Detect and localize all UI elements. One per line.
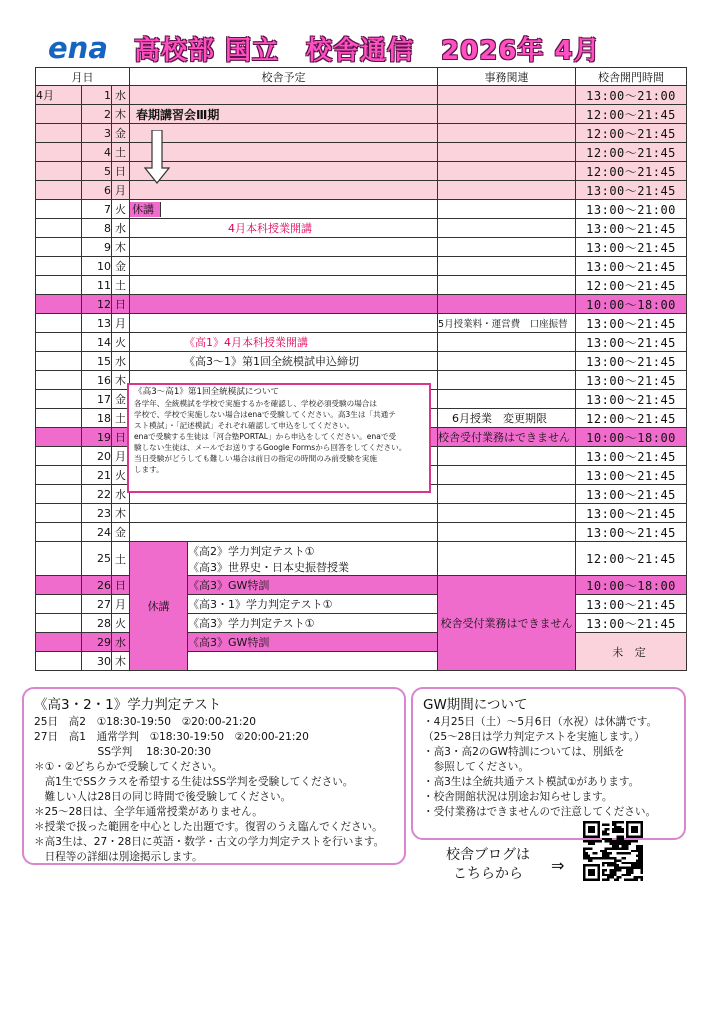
day-number: 30 [82,652,112,671]
table-row [36,542,687,576]
day-number: 24 [82,523,112,542]
schedule-cell [130,181,438,200]
weekday: 金 [112,257,130,276]
table-row [36,219,687,238]
weekday: 木 [112,105,130,124]
schedule-cell [130,333,438,352]
month-cell [36,371,82,390]
jimu-cell [438,295,576,314]
page-title: 高校部 国立 校舎通信 2026年 4月 [134,36,601,66]
opening-hours: 13:00～21:45 [576,333,687,352]
notice-line: 当日受験がどうしても難しい場合は前日の指定の時間のみ前受験を実施 [134,454,377,463]
qr-code-icon[interactable] [583,821,643,881]
test-info-title: 《高3・2・1》学力判定テスト [34,697,222,713]
day-number: 25 [82,542,112,576]
logo-text: ena [48,33,108,63]
schedule-cell [130,238,438,257]
schedule-cell [188,542,438,576]
notice-title: 《高3～高1》第1回全統模試について [134,387,280,397]
schedule-text: 《高3》GW特訓 [188,636,270,649]
gw-info-box [411,687,686,840]
weekday: 月 [112,447,130,466]
notice-line: 験しない生徒は、メールでお送りするGoogle Formsから回答をしてください。 [134,443,407,452]
table-row [36,314,687,333]
jimu-cell [438,523,576,542]
test-info-box [22,687,406,865]
opening-hours: 13:00～21:45 [576,181,687,200]
blog-line-1: 校舎ブログは [446,847,530,863]
table-row [36,143,687,162]
ena-logo [46,33,122,63]
test-info-line: 難しい人は28日の同じ時間で後受験してください。 [34,791,292,803]
weekday: 土 [112,143,130,162]
month-cell [36,428,82,447]
table-row [36,86,687,105]
opening-hours: 10:00～18:00 [576,428,687,447]
day-number: 6 [82,181,112,200]
table-row [36,523,687,542]
jimu-cell [438,257,576,276]
month-cell [36,614,82,633]
schedule-cell [130,352,438,371]
schedule-cell [188,595,438,614]
month-cell [36,162,82,181]
day-number: 9 [82,238,112,257]
day-number: 20 [82,447,112,466]
jimu-cell [438,352,576,371]
weekday: 月 [112,314,130,333]
opening-hours: 13:00～21:45 [576,238,687,257]
day-number: 21 [82,466,112,485]
month-cell [36,314,82,333]
header-schedule: 校舎予定 [130,68,438,86]
month-cell [36,333,82,352]
opening-hours: 13:00～21:45 [576,466,687,485]
test-info-line: ＊25～28日は、全学年通常授業がありません。 [34,806,263,818]
month-cell [36,409,82,428]
weekday: 火 [112,466,130,485]
weekday: 金 [112,523,130,542]
opening-hours: 13:00～21:45 [576,614,687,633]
opening-hours: 13:00～21:00 [576,200,687,219]
month-cell [36,447,82,466]
day-number: 28 [82,614,112,633]
weekday: 水 [112,86,130,105]
month-cell [36,542,82,576]
jimu-cell [438,447,576,466]
jimu-cell [438,200,576,219]
month-cell [36,504,82,523]
opening-hours: 13:00～21:45 [576,371,687,390]
weekday: 月 [112,181,130,200]
weekday: 日 [112,295,130,314]
jimu-cell [438,504,576,523]
blog-line-2: こちらから [453,866,523,882]
month-cell [36,390,82,409]
notice-line: 各学年、全統模試を学校で実施するかを確認し、学校必須受験の場合は [134,399,377,408]
day-number: 4 [82,143,112,162]
day-number: 12 [82,295,112,314]
opening-hours: 12:00～21:45 [576,143,687,162]
weekday: 水 [112,485,130,504]
schedule-text: 《高3～1》第1回全統模試申込締切 [184,355,360,368]
gw-info-line: ・4月25日（土）～5月6日（水祝）は休講です。 [423,716,658,728]
weekday: 火 [112,333,130,352]
weekday: 金 [112,390,130,409]
opening-hours: 12:00～21:45 [576,105,687,124]
gw-jimu-cell: 校舎受付業務はできません [438,576,576,671]
weekday: 水 [112,352,130,371]
schedule-cell [130,314,438,333]
weekday: 火 [112,614,130,633]
opening-hours: 12:00～21:45 [576,276,687,295]
opening-hours: 12:00～21:45 [576,162,687,181]
weekday: 木 [112,238,130,257]
month-cell [36,200,82,219]
table-row [36,352,687,371]
table-row [36,162,687,181]
table-body [36,86,687,671]
table-row [36,200,687,219]
month-cell [36,652,82,671]
test-info-line: 25日 高2 ①18:30-19:50 ②20:00-21:20 [34,716,256,728]
weekday: 火 [112,200,130,219]
test-info-line: 27日 高1 通常学判 ①18:30-19:50 ②20:00-21:20 [34,731,309,743]
opening-hours: 13:00～21:45 [576,257,687,276]
month-cell [36,124,82,143]
weekday: 日 [112,428,130,447]
down-arrow-icon [144,130,170,184]
weekday: 月 [112,595,130,614]
gw-info-line: ・高3生は全統共通テスト模試①があります。 [423,776,640,788]
schedule-text: 《高3・1》学力判定テスト① [188,598,333,611]
day-number: 10 [82,257,112,276]
schedule-text: 春期講習会Ⅲ期 [136,107,220,122]
header-hours: 校舎開門時間 [576,68,687,86]
test-info-line: ＊高3生は、27・28日に英語・数学・古文の学力判定テストを行います。 [34,836,385,848]
jimu-cell [438,219,576,238]
jimu-cell: 5月授業料・運営費 口座振替 [438,314,576,333]
gw-info-line: ・受付業務はできませんので注意してください。 [423,806,657,818]
test-info-line: ＊授業で扱った範囲を中心とした出題です。復習のうえ臨んでください。 [34,821,383,833]
test-info-line: SS学判 18:30-20:30 [34,746,212,758]
opening-hours: 13:00～21:45 [576,314,687,333]
weekday: 木 [112,652,130,671]
opening-hours: 13:00～21:45 [576,352,687,371]
weekday: 土 [112,542,130,576]
test-info-line: 日程等の詳細は別途掲示します。 [34,851,203,863]
month-cell [36,352,82,371]
schedule-text: 休講 [130,202,162,217]
schedule-cell [130,219,438,238]
day-number: 11 [82,276,112,295]
schedule-cell [130,86,438,105]
month-cell [36,466,82,485]
opening-hours: 13:00～21:00 [576,86,687,105]
jimu-cell [438,143,576,162]
jimu-cell [438,485,576,504]
day-number: 16 [82,371,112,390]
notice-line: 学校で、学校で実施しない場合はenaで受験してください。高3生は「共通テ [134,410,396,419]
month-cell [36,257,82,276]
weekday: 日 [112,162,130,181]
day-number: 5 [82,162,112,181]
month-cell [36,633,82,652]
table-row [36,333,687,352]
day-number: 8 [82,219,112,238]
schedule-cell [130,295,438,314]
schedule-text: 《高3》学力判定テスト① [188,617,315,630]
schedule-cell [130,124,438,143]
notice-line: します。 [134,465,164,474]
schedule-cell [130,257,438,276]
jimu-cell [438,181,576,200]
table-header [36,68,687,86]
schedule-text: 《高1》4月本科授業開講 [184,336,309,349]
test-info-line: ＊①・②どちらかで受験してください。 [34,761,223,773]
month-cell [36,238,82,257]
weekday: 土 [112,276,130,295]
weekday: 金 [112,124,130,143]
day-number: 1 [82,86,112,105]
schedule-cell [188,652,438,671]
jimu-cell [438,276,576,295]
table-row [36,124,687,143]
month-cell [36,523,82,542]
weekday: 水 [112,633,130,652]
opening-hours: 13:00～21:45 [576,485,687,504]
weekday: 日 [112,576,130,595]
jimu-cell [438,238,576,257]
schedule-text: 4月本科授業開講 [228,222,313,235]
gw-info-title: GW期間について [423,697,528,713]
month-cell: 4月 [36,86,82,105]
month-cell [36,181,82,200]
jimu-cell [438,390,576,409]
month-cell [36,276,82,295]
jimu-cell [438,542,576,576]
day-number: 14 [82,333,112,352]
day-number: 23 [82,504,112,523]
schedule-cell [130,105,438,124]
day-number: 22 [82,485,112,504]
day-number: 17 [82,390,112,409]
month-cell [36,295,82,314]
header-date: 月日 [36,68,130,86]
day-number: 26 [82,576,112,595]
opening-hours: 10:00～18:00 [576,295,687,314]
schedule-cell [188,633,438,652]
jimu-cell [438,105,576,124]
notice-line: スト模試」・「記述模試」それぞれ確認して申込をしてください。 [134,421,355,430]
month-cell [36,595,82,614]
jimu-cell [438,162,576,181]
schedule-cell [188,576,438,595]
weekday: 木 [112,371,130,390]
day-number: 13 [82,314,112,333]
schedule-cell [130,276,438,295]
schedule-cell [130,523,438,542]
schedule-cell [130,143,438,162]
weekday: 土 [112,409,130,428]
table-row [36,504,687,523]
opening-hours: 13:00～21:45 [576,523,687,542]
month-cell [36,143,82,162]
table-row [36,181,687,200]
month-cell [36,485,82,504]
table-row [36,276,687,295]
schedule-text: 《高2》学力判定テスト① [188,544,315,558]
opening-hours: 12:00～21:45 [576,409,687,428]
schedule-cell [130,162,438,181]
day-number: 2 [82,105,112,124]
gw-info-line: ・高3・高2のGW特訓については、別紙を [423,746,625,758]
jimu-cell: 校舎受付業務はできません [438,428,576,447]
jimu-cell [438,86,576,105]
opening-hours: 12:00～21:45 [576,542,687,576]
table-row [36,257,687,276]
schedule-cell [188,614,438,633]
opening-hours: 13:00～21:45 [576,219,687,238]
gw-kyuko-cell: 休講 [130,542,188,671]
opening-hours: 13:00～21:45 [576,390,687,409]
gw-info-line: ・校舎開館状況は別途お知らせします。 [423,791,613,803]
gw-info-line: （25～28日は学力判定テストを実施します。） [423,731,645,743]
jimu-cell [438,124,576,143]
month-cell [36,576,82,595]
header-jimu: 事務関連 [438,68,576,86]
jimu-cell [438,333,576,352]
schedule-text: 《高3》GW特訓 [188,579,270,592]
day-number: 7 [82,200,112,219]
gw-info-line: 参照してください。 [423,761,529,773]
table-row [36,105,687,124]
day-number: 18 [82,409,112,428]
month-cell [36,105,82,124]
schedule-cell [130,200,438,219]
schedule-text: 《高3》世界史・日本史振替授業 [188,560,350,574]
day-number: 3 [82,124,112,143]
weekday: 木 [112,504,130,523]
opening-hours: 10:00～18:00 [576,576,687,595]
notice-line: enaで受験する生徒は「河合塾PORTAL」から申込をしてください。enaで受 [134,432,397,441]
opening-hours-undecided: 未 定 [576,633,687,671]
opening-hours: 13:00～21:45 [576,595,687,614]
schedule-table [35,67,687,671]
test-info-line: 高1生でSSクラスを希望する生徒はSS学判を受験してください。 [34,776,354,788]
opening-hours: 13:00～21:45 [576,447,687,466]
day-number: 27 [82,595,112,614]
day-number: 19 [82,428,112,447]
table-row [36,238,687,257]
schedule-cell [130,504,438,523]
jimu-cell [438,466,576,485]
table-row [36,295,687,314]
weekday: 水 [112,219,130,238]
opening-hours: 13:00～21:45 [576,504,687,523]
jimu-cell [438,371,576,390]
day-number: 29 [82,633,112,652]
right-arrow-icon: ⇒ [551,856,565,875]
day-number: 15 [82,352,112,371]
jimu-cell: 6月授業 変更期限 [438,409,576,428]
blog-link-text[interactable] [446,846,530,884]
month-cell [36,219,82,238]
mock-exam-notice [127,383,431,493]
opening-hours: 12:00～21:45 [576,124,687,143]
